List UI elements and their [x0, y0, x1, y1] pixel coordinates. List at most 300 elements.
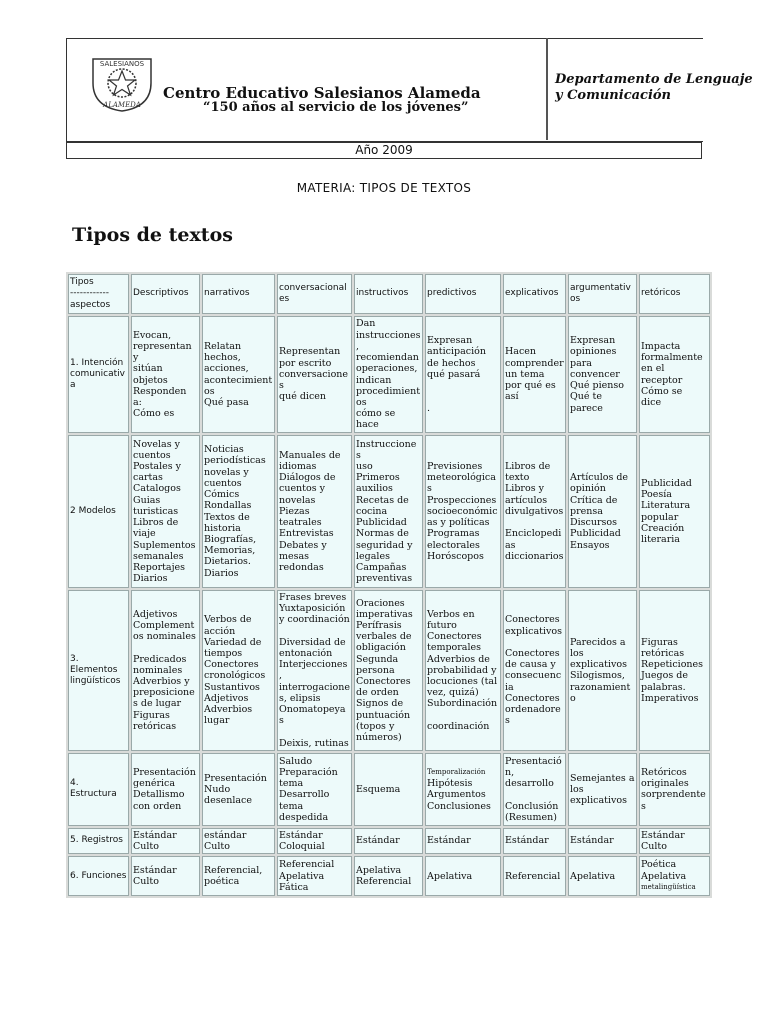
cell-line: dice [641, 396, 662, 408]
cell-line: Culto [133, 876, 159, 888]
cell-line: acciones, [204, 363, 249, 375]
cell-line: cuentos y [279, 483, 325, 495]
column-header-2: conversacionales [277, 274, 352, 314]
cell-line: Fática [279, 881, 309, 893]
table-cell [503, 590, 566, 751]
cell-line: interrogaciones, elipsis [279, 681, 350, 704]
cell-line: Esquema [356, 783, 401, 795]
row-label: 4. Estructura [68, 753, 129, 826]
cell-line: Preparación [279, 766, 338, 778]
cell-line: Desarrollo [279, 789, 330, 801]
row-label: 1. Intención comunicativa [68, 316, 129, 433]
cell-line: Dan [356, 318, 376, 330]
table-row [68, 753, 710, 826]
cell-line: Qué te [570, 391, 602, 403]
cell-line: Estándar [279, 829, 323, 841]
cell-line: explicativos [570, 659, 627, 671]
cell-line: Verbos de [204, 614, 252, 626]
column-header-4: predictivos [425, 274, 501, 314]
cell-line: Tipos [70, 277, 94, 288]
table-cell [131, 856, 200, 896]
cell-line: preventivas [356, 573, 413, 585]
cell-line: explicativos [570, 794, 627, 806]
cell-line: persona [356, 664, 395, 676]
cell-line: . [427, 402, 431, 414]
cell-line [427, 380, 499, 391]
cell-line: verbales de [356, 631, 412, 643]
year-label: Año 2009 [66, 142, 702, 159]
cell-line: Postales y [133, 461, 182, 473]
cell-line: indican [356, 374, 392, 386]
table-cell [503, 828, 566, 854]
table-row [68, 435, 710, 588]
cell-line: Suplementos [133, 539, 196, 551]
cell-line: originales [641, 778, 689, 790]
cell-line: Apelativa [570, 870, 616, 882]
cell-line: popular [641, 511, 679, 523]
cell-line: historia [204, 522, 241, 534]
cell-line: Campañas [356, 561, 407, 573]
cell-line: Onomatopeyas [279, 704, 346, 727]
corner-header-cell [68, 274, 129, 314]
cell-line: acción [204, 625, 236, 637]
row-label: 5. Registros [68, 828, 129, 854]
cell-line: Variedad de [204, 636, 262, 648]
cell-line: Detallismo [133, 789, 185, 801]
school-logo-icon [87, 53, 157, 113]
cell-line: obligación [356, 642, 406, 654]
cell-line: probabilidad y [427, 664, 497, 676]
cell-line: receptor [641, 374, 683, 386]
table-cell [354, 435, 423, 588]
cell-line: Biografías, [204, 533, 257, 545]
cell-line: Qué pasa [204, 396, 249, 408]
cell-line: temporales [427, 642, 481, 654]
column-header-6: argumentativos [568, 274, 637, 314]
cell-line: Relatan [204, 340, 242, 352]
cell-line: ordenadores [505, 704, 561, 727]
column-header-3: instructivos [354, 274, 423, 314]
table-cell [354, 316, 423, 433]
cell-line: Diarios [204, 567, 239, 579]
cell-line: Conectores [427, 631, 482, 643]
cell-line: opinión [570, 483, 606, 495]
cell-line: Repeticiones [641, 659, 704, 671]
cell-line: Estándar [641, 829, 685, 841]
cell-line: , recomiendan [356, 340, 419, 364]
cell-line: tema [279, 778, 304, 790]
cell-line: Textos de [204, 511, 250, 523]
cell-line: cartas [133, 472, 163, 484]
cell-line: Expresan [570, 335, 616, 347]
table-cell [131, 753, 200, 826]
cell-line: Artículos de [570, 472, 629, 484]
table-cell [425, 435, 501, 588]
table-cell [425, 316, 501, 433]
column-header-7: retóricos [639, 274, 710, 314]
cell-line: un tema [505, 368, 545, 380]
row-label: 3. Elementos lingüísticos [68, 590, 129, 751]
page-title: Tipos de textos [72, 224, 233, 246]
cell-line: Discursos [570, 517, 617, 529]
cell-line: Evocan, [133, 329, 172, 341]
cell-line: Novelas y [133, 438, 180, 450]
cell-line: Imperativos [641, 692, 699, 704]
text-types-table [66, 272, 712, 898]
header-divider [546, 38, 548, 140]
cell-line: de hechos [427, 357, 476, 369]
row-label: 6. Funciones [68, 856, 129, 896]
cell-line: genérica [133, 778, 176, 790]
cell-line: poética [204, 876, 240, 888]
cell-line: Figuras [641, 636, 678, 648]
cell-line: Creación [641, 522, 685, 534]
table-cell [568, 435, 637, 588]
cell-line: Rondallas [204, 500, 252, 512]
table-cell [503, 856, 566, 896]
cell-line: (Resumen) [505, 811, 557, 823]
cell-line: tiempos [204, 648, 243, 660]
cell-line: razonamiento [570, 681, 631, 704]
cell-line: Recetas de [356, 494, 409, 506]
cell-line: Estándar [505, 835, 549, 847]
cell-line: Publicidad [356, 517, 407, 529]
table-cell [639, 316, 710, 433]
cell-line: Nudo [204, 783, 231, 795]
cell-line: Reportajes [133, 561, 186, 573]
cell-line: comprender [505, 357, 564, 369]
cell-line: legales [356, 550, 390, 562]
cell-line: Presentación [204, 772, 267, 784]
table-cell [202, 316, 275, 433]
cell-line: redondas [279, 561, 324, 573]
cell-line: representan y [133, 340, 192, 364]
cell-line: en el [641, 363, 665, 375]
cell-line: aspectos [70, 299, 111, 310]
table-row [68, 590, 710, 751]
cell-line: Representan [279, 346, 341, 358]
cell-line: Programas [427, 528, 480, 540]
table-cell [354, 590, 423, 751]
cell-line: Publicidad [570, 528, 621, 540]
cell-line: Oraciones [356, 597, 405, 609]
cell-line: semanales [133, 550, 184, 562]
cell-line: Argumentos [427, 789, 486, 801]
cell-line: locuciones (tal [427, 676, 498, 688]
cell-line: formalmente [641, 352, 703, 364]
cell-line: Prospecciones [427, 494, 497, 506]
cell-line: cocina [356, 505, 388, 517]
cell-line: Presentación [133, 766, 196, 778]
cell-line: para [570, 357, 592, 369]
cell-line: Ensayos [570, 539, 610, 551]
cell-line: Coloquial [279, 841, 325, 853]
cell-line: Normas de [356, 528, 409, 540]
table-cell [354, 828, 423, 854]
cell-line: lugar [204, 715, 230, 727]
table-cell [202, 753, 275, 826]
cell-line: Estándar [356, 835, 400, 847]
cell-line: Cómo se [641, 385, 683, 397]
cell-line: Referencial, [204, 865, 263, 877]
cell-line: Adjetivos [133, 608, 178, 620]
table-cell [277, 590, 352, 751]
cell-line: cuentos [133, 449, 171, 461]
cell-line: por qué es [505, 380, 556, 392]
school-slogan: “150 años al servicio de los jóvenes” [203, 100, 469, 115]
cell-line [133, 642, 198, 653]
cell-line: Retóricos [641, 766, 687, 778]
cell-line: Expresan [427, 335, 473, 347]
cell-line [279, 626, 350, 637]
cell-line: coordinación [427, 720, 490, 732]
column-header-5: explicativos [503, 274, 566, 314]
cell-line: metalingüística [641, 882, 696, 891]
cell-line: Libros de [133, 517, 179, 529]
cell-line: Semejantes a [570, 772, 635, 784]
cell-line: por escrito [279, 357, 332, 369]
cell-line [427, 391, 499, 402]
cell-line: Primeros [356, 472, 400, 484]
cell-line: los [570, 783, 584, 795]
table-cell [503, 753, 566, 826]
cell-line: auxilios [356, 483, 393, 495]
cell-line: Culto [204, 841, 230, 853]
cell-line: Apelativa [279, 870, 325, 882]
cell-line: Culto [641, 841, 667, 853]
cell-line: Qué pienso [570, 380, 625, 392]
cell-line: parece [570, 402, 603, 414]
cell-line: Noticias [204, 444, 244, 456]
table-row [68, 316, 710, 433]
table-cell [131, 828, 200, 854]
table-cell [202, 435, 275, 588]
cell-line: mesas [279, 550, 310, 562]
cell-line: objetos [133, 374, 168, 386]
cell-line: Catalogos [133, 483, 181, 495]
cell-line: Culto [133, 841, 159, 853]
cell-line: cronológicos [204, 670, 266, 682]
cell-line: Libros y [505, 483, 544, 495]
cell-line: Estándar [427, 835, 471, 847]
cell-line: palabras. [641, 681, 686, 693]
table-cell [131, 590, 200, 751]
cell-line: Memorias, [204, 545, 256, 557]
cell-line: Saludo [279, 755, 313, 767]
cell-line: retóricas [133, 720, 177, 732]
table-header-row [68, 274, 710, 314]
cell-line: Interjecciones, [279, 659, 348, 682]
cell-line: futuro [427, 620, 457, 631]
cell-line: instrucciones [356, 329, 421, 341]
table-cell [568, 828, 637, 854]
cell-line: números) [356, 732, 402, 744]
cell-line: meteorológicas [427, 472, 496, 495]
cell-line: despedida [279, 811, 329, 823]
cell-line: Diarios [133, 573, 168, 585]
cell-line: diccionarios [505, 550, 564, 562]
cell-line: Cómo es [133, 408, 175, 420]
cell-line: Conclusiones [427, 800, 491, 812]
cell-line: Publicidad [641, 477, 692, 489]
cell-line: hechos, [204, 352, 241, 364]
cell-line: Responden [133, 385, 187, 397]
cell-line: Hipótesis [427, 778, 473, 790]
cell-line: Apelativa [641, 870, 687, 882]
table-cell [277, 753, 352, 826]
cell-line: literaria [641, 533, 680, 545]
svg-text:ALAMEDA: ALAMEDA [103, 101, 141, 109]
table-cell [131, 435, 200, 588]
cell-line: Diversidad de [279, 636, 346, 648]
cell-line: opiniones [570, 346, 617, 358]
cell-line: operaciones, [356, 363, 418, 375]
table-cell [568, 316, 637, 433]
cell-line: idiomas [279, 461, 317, 473]
cell-line: Figuras [133, 709, 170, 721]
cell-line: divulgativos [505, 505, 564, 517]
cell-line: Poética [641, 859, 677, 871]
cell-line: de causa y [505, 659, 556, 671]
cell-line: Juegos de [641, 670, 688, 682]
cell-line: Enciclopedias [505, 528, 562, 551]
cell-line: Referencial [505, 870, 561, 882]
cell-line: así [505, 391, 519, 403]
table-cell [568, 856, 637, 896]
cell-line: Referencial [356, 876, 412, 888]
cell-line: Conectores [505, 614, 560, 626]
cell-line: Dietarios. [204, 556, 251, 568]
cell-line: Complementos nominales [133, 620, 196, 643]
cell-line: Perífrasis [356, 620, 402, 631]
cell-line: Segunda [356, 653, 399, 665]
cell-line: Horóscopos [427, 550, 484, 562]
cell-line: Silogismos, [570, 670, 625, 682]
cell-line: Estándar [133, 865, 177, 877]
cell-line: puntuación [356, 709, 411, 721]
cell-line: a: [133, 396, 142, 408]
cell-line: periodísticas [204, 455, 266, 467]
cell-line: novelas [279, 494, 316, 506]
cell-line: artículos [505, 494, 548, 506]
cell-line: imperativas [356, 608, 413, 620]
table-cell [639, 753, 710, 826]
cell-line: convencer [570, 368, 620, 380]
cell-line: procedimientos [356, 385, 421, 408]
table-row [68, 828, 710, 854]
cell-line: Subordinación [427, 698, 498, 710]
cell-line: Predicados [133, 653, 187, 665]
cell-line: uso [356, 461, 373, 473]
cell-line: Presentación, desarrollo [505, 755, 562, 790]
cell-line: Debates y [279, 539, 327, 551]
cell-line: Adjetivos [204, 692, 249, 704]
department-line-1: Departamento de Lenguaje [555, 72, 753, 87]
cell-line: qué pasará [427, 368, 481, 380]
table-cell [202, 590, 275, 751]
cell-line: Conectores [204, 659, 259, 671]
table-cell [354, 856, 423, 896]
cell-line: preposiciones de lugar [133, 687, 195, 710]
cell-line: conversaciones [279, 368, 349, 392]
cell-line: Piezas [279, 505, 310, 517]
cell-line: Apelativa [427, 870, 473, 882]
cell-line: retóricas [641, 648, 685, 660]
cell-line: anticipación [427, 346, 486, 358]
cell-line: electorales [427, 539, 480, 551]
cell-line: Adverbios y [133, 676, 190, 688]
cell-line: Parecidos a [570, 636, 626, 648]
table-cell [277, 856, 352, 896]
cell-line: Estándar [570, 835, 614, 847]
cell-line: (topos y [356, 720, 395, 732]
department-name [555, 72, 753, 104]
cell-line: Deixis, rutinas [279, 737, 349, 749]
cell-line: socioeconómicas y políticas [427, 505, 498, 529]
cell-line: Manuales de [279, 449, 341, 461]
department-line-2: y Comunicación [555, 88, 672, 103]
cell-line: Instrucciones [356, 438, 417, 461]
row-label: 2 Modelos [68, 435, 129, 588]
cell-line: Sustantivos [204, 681, 260, 693]
cell-line: turisticas [133, 505, 179, 517]
school-name: Centro Educativo Salesianos Alameda [163, 84, 481, 102]
cell-line: Adverbios [204, 704, 253, 716]
cell-line: y coordinación [279, 614, 350, 626]
cell-line: seguridad y [356, 539, 413, 551]
cell-line: tema [279, 800, 304, 812]
table-cell [277, 316, 352, 433]
cell-line: Impacta [641, 340, 681, 352]
table-cell [425, 856, 501, 896]
table-cell [354, 753, 423, 826]
table-cell [425, 590, 501, 751]
table-cell [277, 828, 352, 854]
cell-line: vez, quizá) [427, 687, 479, 699]
cell-line: Temporalización [427, 767, 486, 776]
cell-line: sorprendentes [641, 789, 706, 812]
cell-line: desenlace [204, 794, 252, 806]
cell-line: qué dicen [279, 391, 327, 403]
cell-line [505, 517, 564, 528]
table-cell [503, 316, 566, 433]
cell-line: Yuxtaposición [279, 603, 346, 615]
cell-line: sitúan [133, 363, 163, 375]
table-cell [639, 856, 710, 896]
cell-line: Crítica de [570, 494, 618, 506]
cell-line: Hacen [505, 346, 537, 358]
cell-line: Frases breves [279, 592, 347, 603]
svg-text:SALESIANOS: SALESIANOS [99, 60, 145, 68]
cell-line: prensa [570, 505, 603, 517]
cell-line: entonación [279, 648, 333, 660]
cell-line: Conclusión [505, 800, 559, 812]
cell-line: Estándar [133, 829, 177, 841]
cell-line: cuentos [204, 477, 242, 489]
cell-line: Conectores [505, 692, 560, 704]
cell-line: estándar [204, 829, 247, 841]
cell-line: Referencial [279, 859, 335, 871]
cell-line: Entrevistas [279, 528, 334, 540]
table-cell [425, 753, 501, 826]
cell-line: ------------ [70, 288, 109, 299]
cell-line: acontecimientos [204, 374, 273, 397]
table-cell [425, 828, 501, 854]
cell-line: Literatura [641, 500, 691, 512]
table-cell [568, 590, 637, 751]
table-cell [568, 753, 637, 826]
cell-line: teatrales [279, 517, 322, 529]
